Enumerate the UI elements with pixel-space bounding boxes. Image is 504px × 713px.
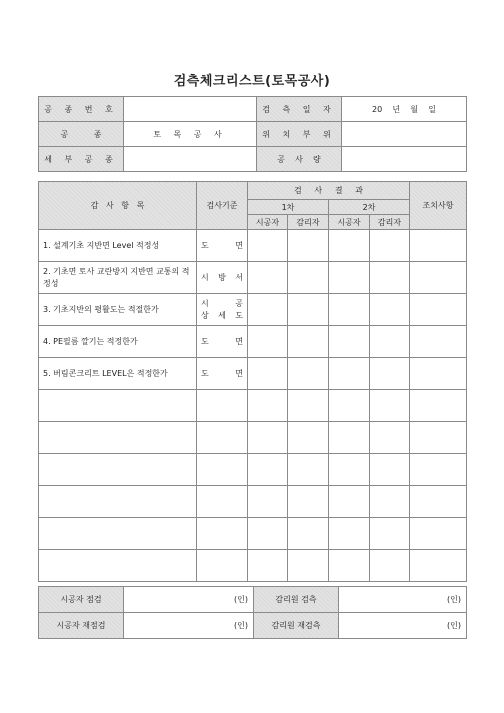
second-inspection-header: 2차 xyxy=(329,200,410,215)
checklist-table xyxy=(38,181,467,582)
result-cell[interactable] xyxy=(329,358,370,390)
result-cell[interactable] xyxy=(370,486,410,518)
result-cell[interactable] xyxy=(288,262,329,294)
table-row xyxy=(39,358,467,390)
result-cell[interactable] xyxy=(329,390,370,422)
table-row xyxy=(39,230,467,262)
result-cell[interactable] xyxy=(370,454,410,486)
result-cell[interactable] xyxy=(248,422,288,454)
item-text[interactable] xyxy=(39,422,197,454)
inspection-standard[interactable] xyxy=(197,422,248,454)
item-text: 2. 기초면 토사 교란방지 지반면 교통의 적정성 xyxy=(39,262,197,294)
table-row xyxy=(39,550,467,582)
info-table xyxy=(38,96,467,172)
table-row xyxy=(39,262,467,294)
work-type-label: 공 종 xyxy=(39,122,124,147)
result-cell[interactable] xyxy=(329,550,370,582)
table-row xyxy=(39,518,467,550)
action-cell[interactable] xyxy=(410,518,467,550)
detail-work-label: 세 부 공 종 xyxy=(39,147,124,172)
first-inspection-header: 1차 xyxy=(248,200,329,215)
inspection-date-label: 검 측 일 자 xyxy=(257,97,342,122)
result-cell[interactable] xyxy=(329,486,370,518)
result-cell[interactable] xyxy=(288,422,329,454)
result-cell[interactable] xyxy=(288,550,329,582)
supervisor-check-label: 감리원 검측 xyxy=(254,587,339,613)
result-cell[interactable] xyxy=(329,230,370,262)
item-text: 4. PE필름 깔기는 적정한가 xyxy=(39,326,197,358)
action-cell[interactable] xyxy=(410,326,467,358)
result-cell[interactable] xyxy=(370,294,410,326)
result-cell[interactable] xyxy=(288,358,329,390)
action-header: 조치사항 xyxy=(410,182,467,230)
result-cell[interactable] xyxy=(329,262,370,294)
signoff-table xyxy=(38,586,467,639)
result-cell[interactable] xyxy=(329,294,370,326)
work-type-value[interactable]: 토 목 공 사 xyxy=(124,122,257,147)
action-cell[interactable] xyxy=(410,422,467,454)
item-text[interactable] xyxy=(39,518,197,550)
standard-header: 검사기준 xyxy=(197,182,248,230)
supervisor-header: 감리자 xyxy=(288,215,329,230)
page-title: 검측체크리스트(토목공사) xyxy=(173,74,331,89)
result-cell[interactable] xyxy=(370,422,410,454)
quantity-label: 공 사 량 xyxy=(257,147,342,172)
contractor-check-label: 시공자 점검 xyxy=(39,587,124,613)
result-cell[interactable] xyxy=(248,550,288,582)
item-text[interactable] xyxy=(39,486,197,518)
contractor-header: 시공자 xyxy=(248,215,288,230)
item-text: 3. 기초지반의 평활도는 적절한가 xyxy=(39,294,197,326)
contractor-recheck-seal[interactable]: (인) xyxy=(124,613,254,639)
location-value[interactable] xyxy=(342,122,467,147)
table-row xyxy=(39,294,467,326)
location-label: 위 치 부 위 xyxy=(257,122,342,147)
result-cell[interactable] xyxy=(370,550,410,582)
result-cell[interactable] xyxy=(248,454,288,486)
detail-work-value[interactable] xyxy=(124,147,257,172)
construction-no-label: 공 종 번 호 xyxy=(39,97,124,122)
action-cell[interactable] xyxy=(410,454,467,486)
result-cell[interactable] xyxy=(370,358,410,390)
result-cell[interactable] xyxy=(370,230,410,262)
inspection-standard[interactable] xyxy=(197,518,248,550)
action-cell[interactable] xyxy=(410,262,467,294)
inspection-standard: 시 방 서 xyxy=(197,262,248,294)
contractor-header: 시공자 xyxy=(329,215,370,230)
supervisor-header: 감리자 xyxy=(370,215,410,230)
result-cell[interactable] xyxy=(329,454,370,486)
inspection-standard: 시 공 상 세 도 xyxy=(197,294,248,326)
result-cell[interactable] xyxy=(248,294,288,326)
result-cell[interactable] xyxy=(248,486,288,518)
item-text: 1. 설계기초 지반면 Level 적정성 xyxy=(39,230,197,262)
action-cell[interactable] xyxy=(410,230,467,262)
result-cell[interactable] xyxy=(288,486,329,518)
inspection-standard: 도 면 xyxy=(197,230,248,262)
table-row xyxy=(39,422,467,454)
result-cell[interactable] xyxy=(370,390,410,422)
result-cell[interactable] xyxy=(248,326,288,358)
contractor-check-seal[interactable]: (인) xyxy=(124,587,254,613)
result-header: 검 사 결 과 xyxy=(248,182,410,200)
action-cell[interactable] xyxy=(410,358,467,390)
item-header: 감 사 항 목 xyxy=(39,182,197,230)
action-cell[interactable] xyxy=(410,486,467,518)
construction-no-value[interactable] xyxy=(124,97,257,122)
inspection-standard[interactable] xyxy=(197,390,248,422)
inspection-standard[interactable] xyxy=(197,486,248,518)
result-cell[interactable] xyxy=(248,358,288,390)
table-row xyxy=(39,390,467,422)
supervisor-check-seal[interactable]: (인) xyxy=(339,587,467,613)
action-cell[interactable] xyxy=(410,550,467,582)
result-cell[interactable] xyxy=(288,230,329,262)
supervisor-recheck-seal[interactable]: (인) xyxy=(339,613,467,639)
item-text[interactable] xyxy=(39,550,197,582)
result-cell[interactable] xyxy=(370,326,410,358)
inspection-date-value[interactable]: 20 년 월 일 xyxy=(342,97,467,122)
inspection-standard[interactable] xyxy=(197,454,248,486)
table-row xyxy=(39,326,467,358)
result-cell[interactable] xyxy=(329,518,370,550)
result-cell[interactable] xyxy=(288,326,329,358)
item-text: 5. 버림콘크리트 LEVEL은 적정한가 xyxy=(39,358,197,390)
result-cell[interactable] xyxy=(288,390,329,422)
supervisor-recheck-label: 감리원 재검측 xyxy=(254,613,339,639)
action-cell[interactable] xyxy=(410,390,467,422)
result-cell[interactable] xyxy=(329,422,370,454)
inspection-standard[interactable] xyxy=(197,550,248,582)
quantity-value[interactable] xyxy=(342,147,467,172)
result-cell[interactable] xyxy=(288,294,329,326)
result-cell[interactable] xyxy=(248,518,288,550)
result-cell[interactable] xyxy=(329,326,370,358)
result-cell[interactable] xyxy=(370,518,410,550)
item-text[interactable] xyxy=(39,390,197,422)
item-text[interactable] xyxy=(39,454,197,486)
inspection-standard: 도 면 xyxy=(197,326,248,358)
table-row xyxy=(39,454,467,486)
result-cell[interactable] xyxy=(248,390,288,422)
result-cell[interactable] xyxy=(288,454,329,486)
result-cell[interactable] xyxy=(370,262,410,294)
contractor-recheck-label: 시공자 재점검 xyxy=(39,613,124,639)
table-row xyxy=(39,486,467,518)
result-cell[interactable] xyxy=(288,518,329,550)
result-cell[interactable] xyxy=(248,230,288,262)
action-cell[interactable] xyxy=(410,294,467,326)
result-cell[interactable] xyxy=(248,262,288,294)
inspection-standard: 도 면 xyxy=(197,358,248,390)
